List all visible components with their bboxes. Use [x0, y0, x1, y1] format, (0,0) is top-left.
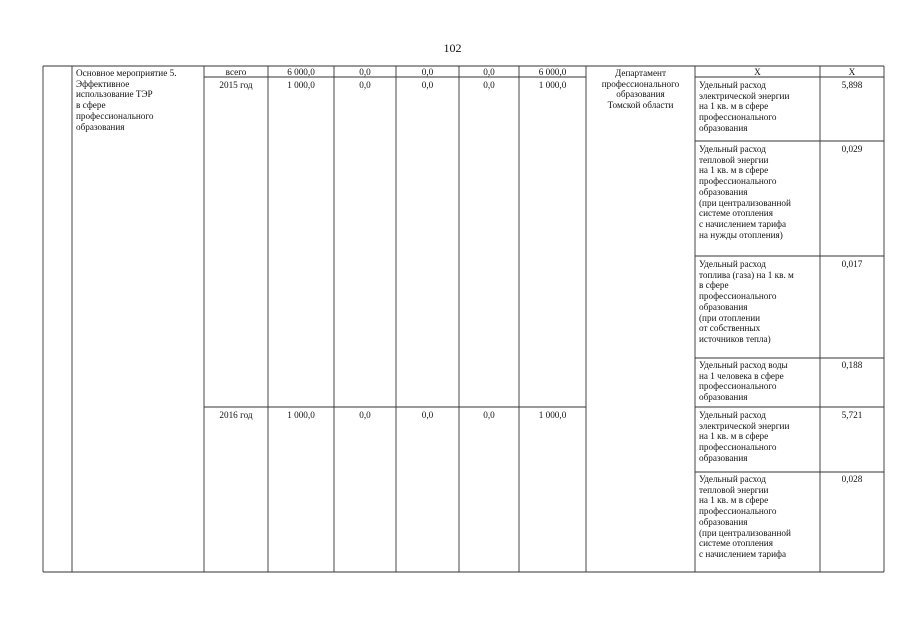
indicator-2015-water-value: 0,188 [841, 360, 863, 370]
page-number: 102 [443, 41, 462, 55]
year-2015-value-1: 1 000,0 [287, 80, 315, 90]
indicator-2015-electricity: Удельный расход электрической энергии на 1 кв. м в сфере профессионального образования [699, 80, 790, 133]
year-2016-period: 2016 год [219, 410, 253, 420]
year-2016-value-1: 1 000,0 [287, 410, 315, 420]
indicator-2016-heat-value: 0,028 [841, 474, 863, 484]
indicator-2015-water: Удельный расход воды на 1 человека в сфере профессионального образования [699, 360, 788, 403]
total-value-4: 0,0 [483, 67, 495, 77]
indicator-2016-heat: Удельный расход тепловой энергии на 1 кв. м в сфере профессионального образования (при централизованной системе отопления с начислением тарифа [699, 474, 791, 559]
total-target: X [848, 67, 856, 77]
indicator-2016-electricity: Удельный расход электрической энергии на 1 кв. м в сфере профессионального образования [699, 410, 790, 463]
total-value-3: 0,0 [421, 67, 434, 77]
year-2015-value-5: 1 000,0 [538, 80, 567, 90]
measure-name: Основное мероприятие 5. Эффективное использование ТЭР в сфере профессионального образования [76, 68, 177, 132]
indicator-2016-electricity-value: 5,721 [841, 410, 863, 420]
year-2015-value-4: 0,0 [483, 80, 495, 90]
year-2016-value-2: 0,0 [359, 410, 371, 420]
total-value-2: 0,0 [359, 67, 371, 77]
total-value-5: 6 000,0 [538, 67, 567, 77]
indicator-2015-fuel-value: 0,017 [841, 259, 863, 269]
total-period: всего [225, 67, 247, 77]
indicator-2015-heat-value: 0,029 [841, 144, 863, 154]
year-2015-value-3: 0,0 [421, 80, 434, 90]
indicator-2015-heat: Удельный расход тепловой энергии на 1 кв. м в сфере профессионального образования (при централизованной системе отопления с начислением тарифа на нужды отопления) [699, 144, 791, 240]
indicator-2015-fuel: Удельный расход топлива (газа) на 1 кв. м в сфере профессионального образования (при отоплении от собственных источников тепла) [699, 259, 794, 344]
year-2015-value-2: 0,0 [359, 80, 371, 90]
year-2016-value-3: 0,0 [421, 410, 434, 420]
total-indicator: X [754, 67, 761, 77]
indicator-2015-electricity-value: 5,898 [841, 80, 863, 90]
year-2015-period: 2015 год [219, 80, 253, 90]
year-2016-value-5: 1 000,0 [538, 410, 567, 420]
total-value-1: 6 000,0 [287, 67, 315, 77]
year-2016-value-4: 0,0 [483, 410, 495, 420]
executor-name: Департамент профессионального образования Томской области [601, 68, 680, 111]
